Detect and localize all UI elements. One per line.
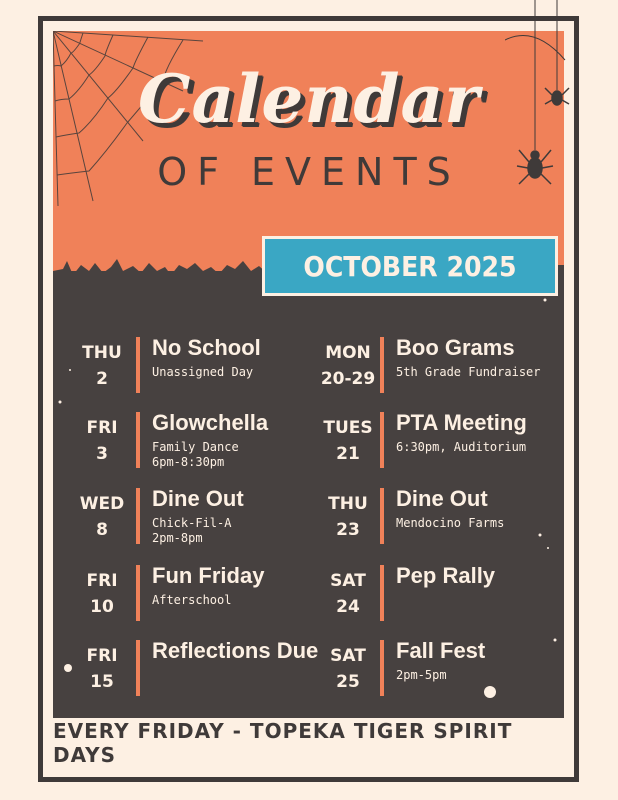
event-date: 10	[90, 597, 114, 617]
event-details: Mendocino Farms	[396, 516, 505, 530]
event-day: THU	[82, 343, 122, 363]
event-divider	[380, 337, 384, 393]
event-details: 6:30pm, Auditorium	[396, 440, 527, 454]
event-date: 24	[336, 597, 360, 617]
event-day: WED	[79, 494, 125, 514]
event-day: TUES	[323, 418, 373, 438]
event-details: Unassigned Day	[152, 365, 254, 379]
event-details: Afterschool	[152, 593, 232, 607]
event-date: 25	[336, 672, 360, 692]
event-day: SAT	[330, 571, 366, 591]
event-name: PTA Meeting	[396, 410, 527, 435]
event-details: 2pm-5pm	[396, 668, 447, 682]
event-name: No School	[152, 335, 261, 360]
event-divider	[380, 565, 384, 621]
event-date: 23	[336, 520, 360, 540]
event-name: Pep Rally	[396, 563, 496, 588]
event-date: 8	[96, 520, 108, 540]
month-banner: OCTOBER 2025	[262, 236, 558, 296]
event-day: FRI	[86, 571, 118, 591]
event-date: 3	[96, 444, 108, 464]
event-date: 15	[90, 672, 114, 692]
event-divider	[136, 488, 140, 544]
event-divider	[380, 640, 384, 696]
page-title: Calendar	[137, 60, 481, 138]
event-details: Family Dance 6pm-8:30pm	[152, 440, 239, 469]
event-day: FRI	[86, 646, 118, 666]
event-details: Chick-Fil-A 2pm-8pm	[152, 516, 232, 545]
event-day: SAT	[330, 646, 366, 666]
event-name: Glowchella	[152, 410, 269, 435]
event-name: Fall Fest	[396, 638, 486, 663]
event-name: Fun Friday	[152, 563, 265, 588]
footer-banner: EVERY FRIDAY - TOPEKA TIGER SPIRIT DAYS	[53, 719, 513, 767]
event-date: 2	[96, 369, 108, 389]
event-day: MON	[325, 343, 371, 363]
event-date: 20-29	[320, 369, 376, 389]
page-subtitle: OF EVENTS	[157, 150, 461, 194]
event-name: Dine Out	[396, 486, 488, 511]
event-divider	[380, 488, 384, 544]
event-date: 21	[336, 444, 360, 464]
event-divider	[136, 337, 140, 393]
event-name: Boo Grams	[396, 335, 515, 360]
event-details: 5th Grade Fundraiser	[396, 365, 541, 379]
event-name: Reflections Due	[152, 638, 319, 663]
event-name: Dine Out	[152, 486, 244, 511]
event-divider	[136, 412, 140, 468]
event-divider	[136, 565, 140, 621]
event-day: FRI	[86, 418, 118, 438]
event-divider	[136, 640, 140, 696]
event-divider	[380, 412, 384, 468]
event-day: THU	[328, 494, 368, 514]
